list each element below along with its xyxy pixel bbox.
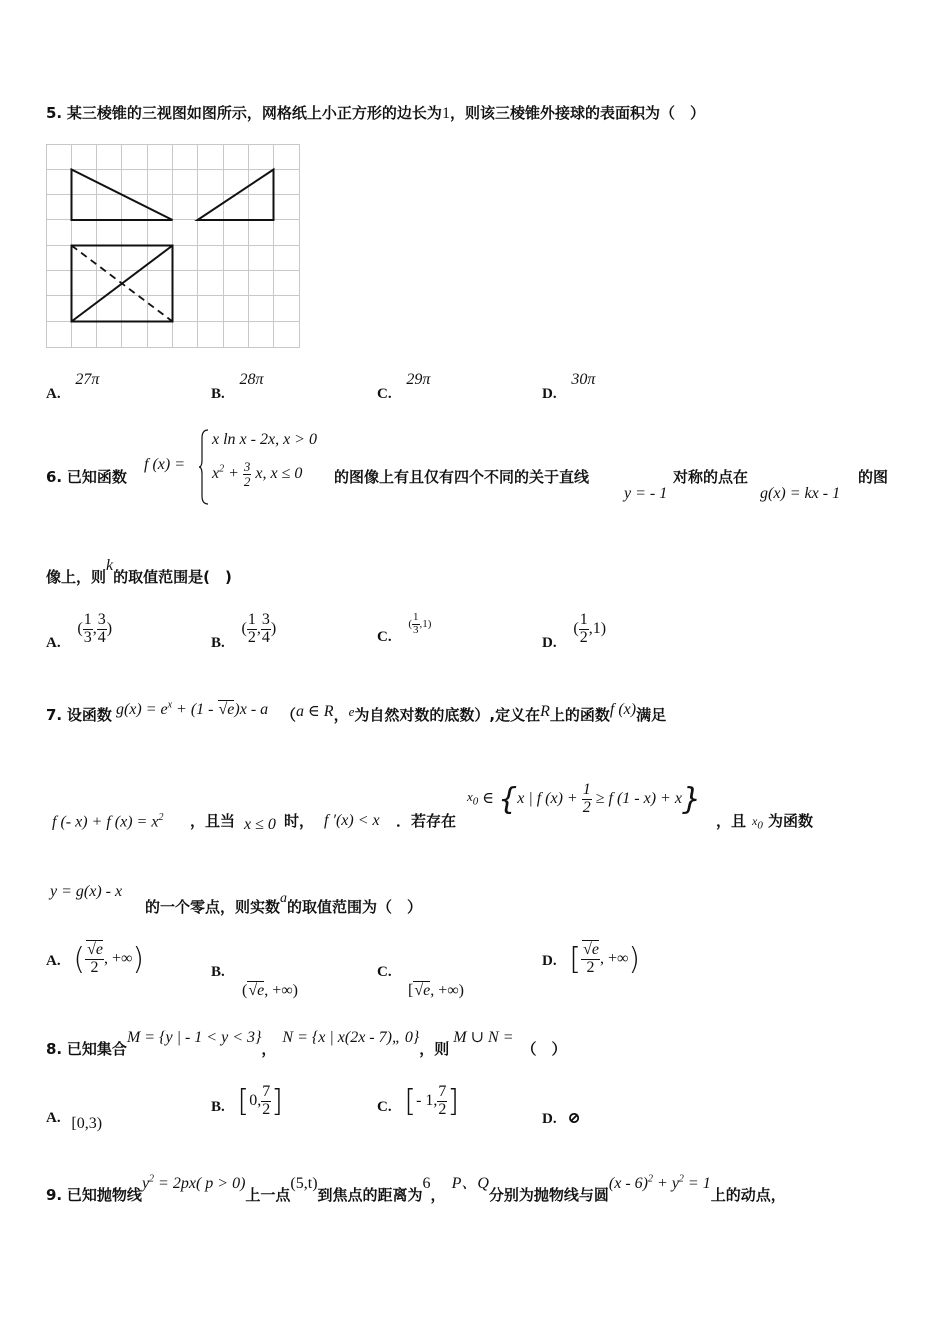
q8-then: ，则	[419, 1040, 450, 1058]
q6-option-c-tail: ,1)	[419, 617, 432, 630]
q5-option-a-value: 27π	[75, 371, 100, 388]
q9-t4: 分别为抛物线与圆	[488, 1186, 609, 1204]
q7-option-c-label: C.	[377, 964, 392, 980]
q6-stem-line2	[46, 557, 232, 587]
q6-option-b[interactable]: B. ( $\frac{1}{2}$ , $\frac{3}{4}$ )	[211, 611, 277, 651]
q7-t1: ，且当	[190, 812, 236, 830]
q7-t6: 的一个零点，则实数	[145, 898, 281, 916]
q7-x0-var: x	[467, 789, 473, 805]
q7-option-b-label: B.	[211, 964, 225, 980]
q9-lead: 已知抛物线	[66, 1186, 142, 1204]
q5-option-d-label: D.	[542, 386, 557, 402]
q5-option-d[interactable]	[542, 370, 596, 402]
q6-option-b-d2: 4	[261, 628, 270, 646]
q8-option-c-frac	[437, 1084, 447, 1119]
q7-option-a-label: A.	[46, 953, 61, 970]
q8-option-b-v: 0,	[249, 1092, 262, 1110]
q7-set-frac	[582, 782, 592, 817]
q7-x0-set	[467, 782, 701, 817]
q6-option-b-n1: 1	[247, 611, 256, 628]
q6-option-b-lp: (	[241, 619, 247, 637]
q8-option-b-d: 2	[262, 1101, 271, 1118]
q6-line2-text-b: 的取值范围是( )	[113, 568, 232, 586]
q6-option-a-rp: )	[106, 619, 113, 637]
q9-stem	[46, 1170, 786, 1204]
q8-option-c-v: - 1,	[416, 1092, 438, 1110]
q6-option-b-frac-2	[261, 612, 271, 647]
q6-piece-2-frac	[243, 460, 252, 488]
q7-option-b-open: (	[242, 982, 248, 999]
q9-parabola-rest: = 2px( p > 0)	[154, 1175, 246, 1192]
q7-option-a[interactable]	[46, 942, 144, 977]
q8-option-a-label: A.	[46, 1110, 61, 1126]
q7-option-c-sqrt: √e	[414, 982, 431, 999]
q6-piece-1: x ln x - 2x, x > 0	[212, 431, 317, 448]
q6-option-d-frac	[579, 612, 589, 647]
q8-option-b-rbracket: ]	[271, 1084, 283, 1119]
q6-option-c-lp: (	[408, 617, 413, 630]
q7-option-b-sqrt: √e	[248, 982, 265, 999]
q7-set-a: x | f (x) +	[517, 790, 578, 808]
q7-option-a-lparen: (	[73, 942, 86, 977]
q9-t5: 上的动点，	[710, 1186, 786, 1204]
q8-option-a-value: [0,3)	[71, 1115, 103, 1132]
q5-option-c-value: 29π	[406, 371, 431, 388]
q6-piecewise-brace	[198, 428, 210, 506]
q8-option-c-label: C.	[377, 1099, 392, 1116]
q5-number: 5.	[46, 104, 63, 122]
three-view-diagram	[46, 144, 300, 348]
q5-option-b-label: B.	[211, 386, 225, 402]
q6-option-a-label: A.	[46, 634, 61, 651]
q7-eq-odd	[52, 812, 163, 831]
q7-zero-fn: y = g(x) - x	[50, 883, 123, 900]
q8-set-N: N = {x | x(2x - 7)„ 0}	[282, 1029, 420, 1046]
q6-option-d-label: D.	[542, 634, 557, 651]
q7-stem-line1	[46, 699, 667, 725]
q7-x0-ref-sub: 0	[757, 819, 763, 832]
q5-option-b-value: 28π	[239, 371, 264, 388]
q7-option-a-tail: , +∞	[103, 950, 133, 968]
q7-cond-d: 上的函数	[549, 706, 610, 724]
q9-circle-exp-1: 2	[648, 1173, 654, 1185]
q6-lead: 已知函数	[66, 468, 127, 486]
q9-PQ: P、Q	[451, 1175, 489, 1192]
q7-lead: 设函数	[66, 706, 112, 724]
q7-stem-line3-text	[145, 891, 423, 917]
q7-option-c-value	[408, 982, 464, 1000]
q9-circle-b: + y	[653, 1175, 679, 1192]
q6-option-a-d1: 3	[83, 628, 92, 646]
q7-cond-c: 为自然对数的底数）,定义在	[354, 706, 541, 724]
q8-sep: ，	[261, 1040, 277, 1058]
q6-option-b-d1: 2	[247, 628, 256, 646]
q6-option-a-frac-2	[97, 612, 107, 647]
q9-circle	[609, 1175, 711, 1192]
q6-piece-2-plus: +	[224, 464, 243, 482]
q6-stem-line1	[46, 466, 127, 487]
q8-option-c-n: 7	[438, 1083, 447, 1101]
q6-piece-2	[212, 460, 302, 488]
q8-option-c-d: 2	[438, 1101, 447, 1118]
q9-t2: 到焦点的距离为	[317, 1186, 423, 1204]
q7-option-a-sqrt: √e	[87, 941, 103, 959]
q7-option-d-label: D.	[542, 953, 557, 970]
q7-option-a-den: 2	[90, 959, 99, 976]
q8-option-b-n: 7	[262, 1083, 271, 1101]
q7-option-b-value	[242, 982, 298, 1000]
q7-option-d-sqrt: √e	[583, 941, 599, 959]
q9-circle-exp-2: 2	[678, 1173, 684, 1185]
q6-option-c[interactable]	[377, 611, 432, 645]
q6-option-b-label: B.	[211, 634, 225, 651]
q5-option-a[interactable]	[46, 370, 100, 402]
q7-cond-e: 满足	[636, 706, 667, 724]
q6-option-d[interactable]	[542, 611, 607, 651]
q7-e: e	[348, 704, 355, 719]
q5-option-b[interactable]	[211, 370, 264, 402]
q6-number: 6.	[46, 468, 63, 486]
q7-option-d-frac	[581, 942, 600, 977]
q7-t7: 的取值范围为（ ）	[287, 898, 423, 916]
q8-stem	[46, 1026, 567, 1058]
q9-point: (5,t)	[290, 1175, 318, 1192]
q7-t3: ．若存在	[396, 812, 457, 830]
q6-piece-2-rest: x, x ≤ 0	[255, 464, 303, 482]
q7-option-d-rparen: )	[628, 942, 641, 977]
q7-t2: 时，	[284, 812, 315, 830]
q6-option-d-tail: ,1)	[588, 619, 607, 637]
q6-option-c-frac	[412, 612, 420, 636]
q8-option-c-rbracket: ]	[447, 1084, 460, 1119]
q7-t4: ，且	[716, 812, 747, 830]
q8-union: M ∪ N =	[453, 1029, 514, 1046]
q7-cond-b: ，	[333, 706, 349, 724]
q7-eq-exp: 2	[158, 812, 164, 823]
q7-option-a-rparen: )	[132, 942, 145, 977]
q6-piece-2-frac-num: 3	[243, 459, 251, 474]
q7-option-c[interactable]	[377, 966, 392, 985]
q6-option-c-d1: 3	[413, 623, 419, 636]
q9-parabola	[142, 1175, 245, 1192]
q7-set-rbrace: }	[681, 782, 702, 817]
q8-option-c[interactable]	[377, 1084, 459, 1119]
q5-option-d-value: 30π	[571, 371, 596, 388]
q7-option-c-open: [	[408, 982, 414, 999]
q8-number: 8.	[46, 1040, 63, 1058]
q9-number: 9.	[46, 1186, 63, 1204]
q7-x0-sub: 0	[472, 795, 479, 808]
q7-set-in: ∈	[482, 790, 495, 808]
q8-option-b-label: B.	[211, 1099, 225, 1116]
q9-distance: 6	[422, 1175, 431, 1192]
q6-line2-text-a: 像上，则	[46, 568, 107, 586]
q7-option-b-tail: , +∞)	[264, 982, 298, 999]
q8-option-b-frac	[261, 1084, 271, 1119]
q7-g-b: + (1 -	[172, 701, 218, 718]
q6-piece-2-frac-den: 2	[243, 473, 251, 489]
q7-cond-a-in-R: a ∈ R	[295, 703, 334, 720]
q9-parabola-exp: 2	[149, 1173, 155, 1185]
q5-stem	[46, 102, 705, 123]
q6-option-a-lp: (	[77, 619, 83, 637]
q7-stem-line3	[50, 882, 122, 901]
q5-stem-text-b: ，则该三棱锥外接球的表面积为（ ）	[449, 104, 705, 122]
q8-option-d[interactable]	[542, 1108, 581, 1128]
q6-option-b-frac-1	[247, 612, 257, 647]
q9-circle-c: = 1	[683, 1175, 711, 1192]
q7-fprime: f ′(x) < x	[324, 812, 380, 829]
q7-g-c: )x - a	[234, 701, 269, 718]
q7-x0	[467, 789, 479, 808]
q6-option-d-lp: (	[573, 619, 579, 637]
q7-set-lbrace: {	[498, 782, 518, 817]
q8-option-d-label: D.	[542, 1111, 557, 1127]
q7-a: a	[280, 891, 288, 906]
q6-piece-2-var: x	[212, 464, 220, 482]
q6-function-lhs: f (x) =	[144, 456, 185, 473]
q9-circle-a: (x - 6)	[608, 1175, 649, 1192]
q7-x0-ref	[752, 814, 763, 831]
q8-option-c-lbracket: [	[404, 1084, 417, 1119]
q7-g-a: g(x) = e	[115, 701, 168, 718]
q8-blank: （ ）	[521, 1040, 567, 1058]
q7-R: R	[540, 703, 550, 720]
q8-option-b-lbracket: [	[237, 1084, 250, 1119]
q6-option-a-frac-1	[83, 612, 93, 647]
q7-g-function	[116, 701, 268, 718]
q6-option-c-label: C.	[377, 628, 392, 645]
q7-g-sqrt: √e	[218, 701, 235, 718]
q7-eq-a: f (- x) + f (x) = x	[52, 813, 159, 831]
q7-option-d-sqrt-e: e	[591, 941, 599, 959]
q7-g-exp: x	[167, 699, 173, 711]
q6-option-a-d2: 4	[97, 628, 106, 646]
q7-option-c-sqrt-e: e	[423, 982, 431, 999]
q8-option-a[interactable]	[46, 1108, 103, 1132]
q7-option-a-frac	[85, 942, 104, 977]
q7-option-d-lbracket: [	[569, 942, 582, 977]
q6-tail-text: 的图	[858, 468, 889, 486]
q6-option-d-d1: 2	[579, 628, 588, 646]
q8-set-M: M = {y | - 1 < y < 3}	[126, 1029, 262, 1046]
q7-x0-ref-var: x	[752, 814, 758, 828]
q7-option-d-den: 2	[586, 959, 595, 976]
q7-option-c-tail: , +∞)	[430, 982, 464, 999]
q6-option-a-n2: 3	[97, 611, 106, 628]
q7-option-b-sqrt-e: e	[257, 982, 265, 999]
q9-t3: ，	[430, 1186, 446, 1204]
q6-g-function: g(x) = kx - 1	[760, 485, 841, 502]
q6-option-d-n1: 1	[579, 611, 588, 628]
q5-option-c-label: C.	[377, 386, 392, 402]
q5-option-c[interactable]	[377, 370, 431, 402]
q7-set-frac-den: 2	[582, 799, 591, 816]
q7-option-d-tail: , +∞	[599, 950, 629, 968]
q7-g-sqrt-e: e	[227, 701, 235, 718]
q8-lead: 已知集合	[66, 1040, 127, 1058]
q8-option-b[interactable]	[211, 1084, 283, 1119]
q7-set-frac-num: 1	[582, 781, 591, 799]
q7-option-a-sqrt-e: e	[95, 941, 103, 959]
q6-k: k	[106, 557, 114, 574]
q7-x-le-0: x ≤ 0	[244, 816, 276, 833]
q6-line-eq: y = - 1	[624, 485, 668, 502]
q7-set-b: ≥ f (1 - x) + x	[595, 790, 682, 808]
q6-option-b-rp: )	[270, 619, 277, 637]
q6-option-a[interactable]: A. ( $\frac{1}{3}$ , $\frac{3}{4}$ )	[46, 611, 113, 651]
q5-option-a-label: A.	[46, 386, 61, 402]
q6-piece-2-exp: 2	[219, 463, 225, 475]
q7-t5: 为函数	[768, 812, 814, 830]
q7-number: 7.	[46, 706, 63, 724]
q7-fx: f (x)	[609, 701, 637, 718]
q7-option-b[interactable]	[211, 966, 225, 985]
q5-edge-length: 1	[441, 105, 450, 122]
q6-mid-text-2: 对称的点在	[673, 468, 749, 486]
q6-option-b-n2: 3	[261, 611, 270, 628]
q5-stem-text-a: 某三棱锥的三视图如图所示，网格纸上小正方形的边长为	[66, 104, 442, 122]
q7-option-d[interactable]	[542, 942, 640, 977]
q7-cond-a: （	[280, 706, 296, 724]
q8-option-d-value: ⊘	[567, 1110, 581, 1127]
q6-option-c-n1: 1	[413, 611, 419, 623]
q6-mid-text-1: 的图像上有且仅有四个不同的关于直线	[334, 468, 590, 486]
q6-option-a-n1: 1	[83, 611, 92, 628]
q9-t1: 上一点	[245, 1186, 291, 1204]
q9-parabola-y: y	[141, 1175, 150, 1192]
